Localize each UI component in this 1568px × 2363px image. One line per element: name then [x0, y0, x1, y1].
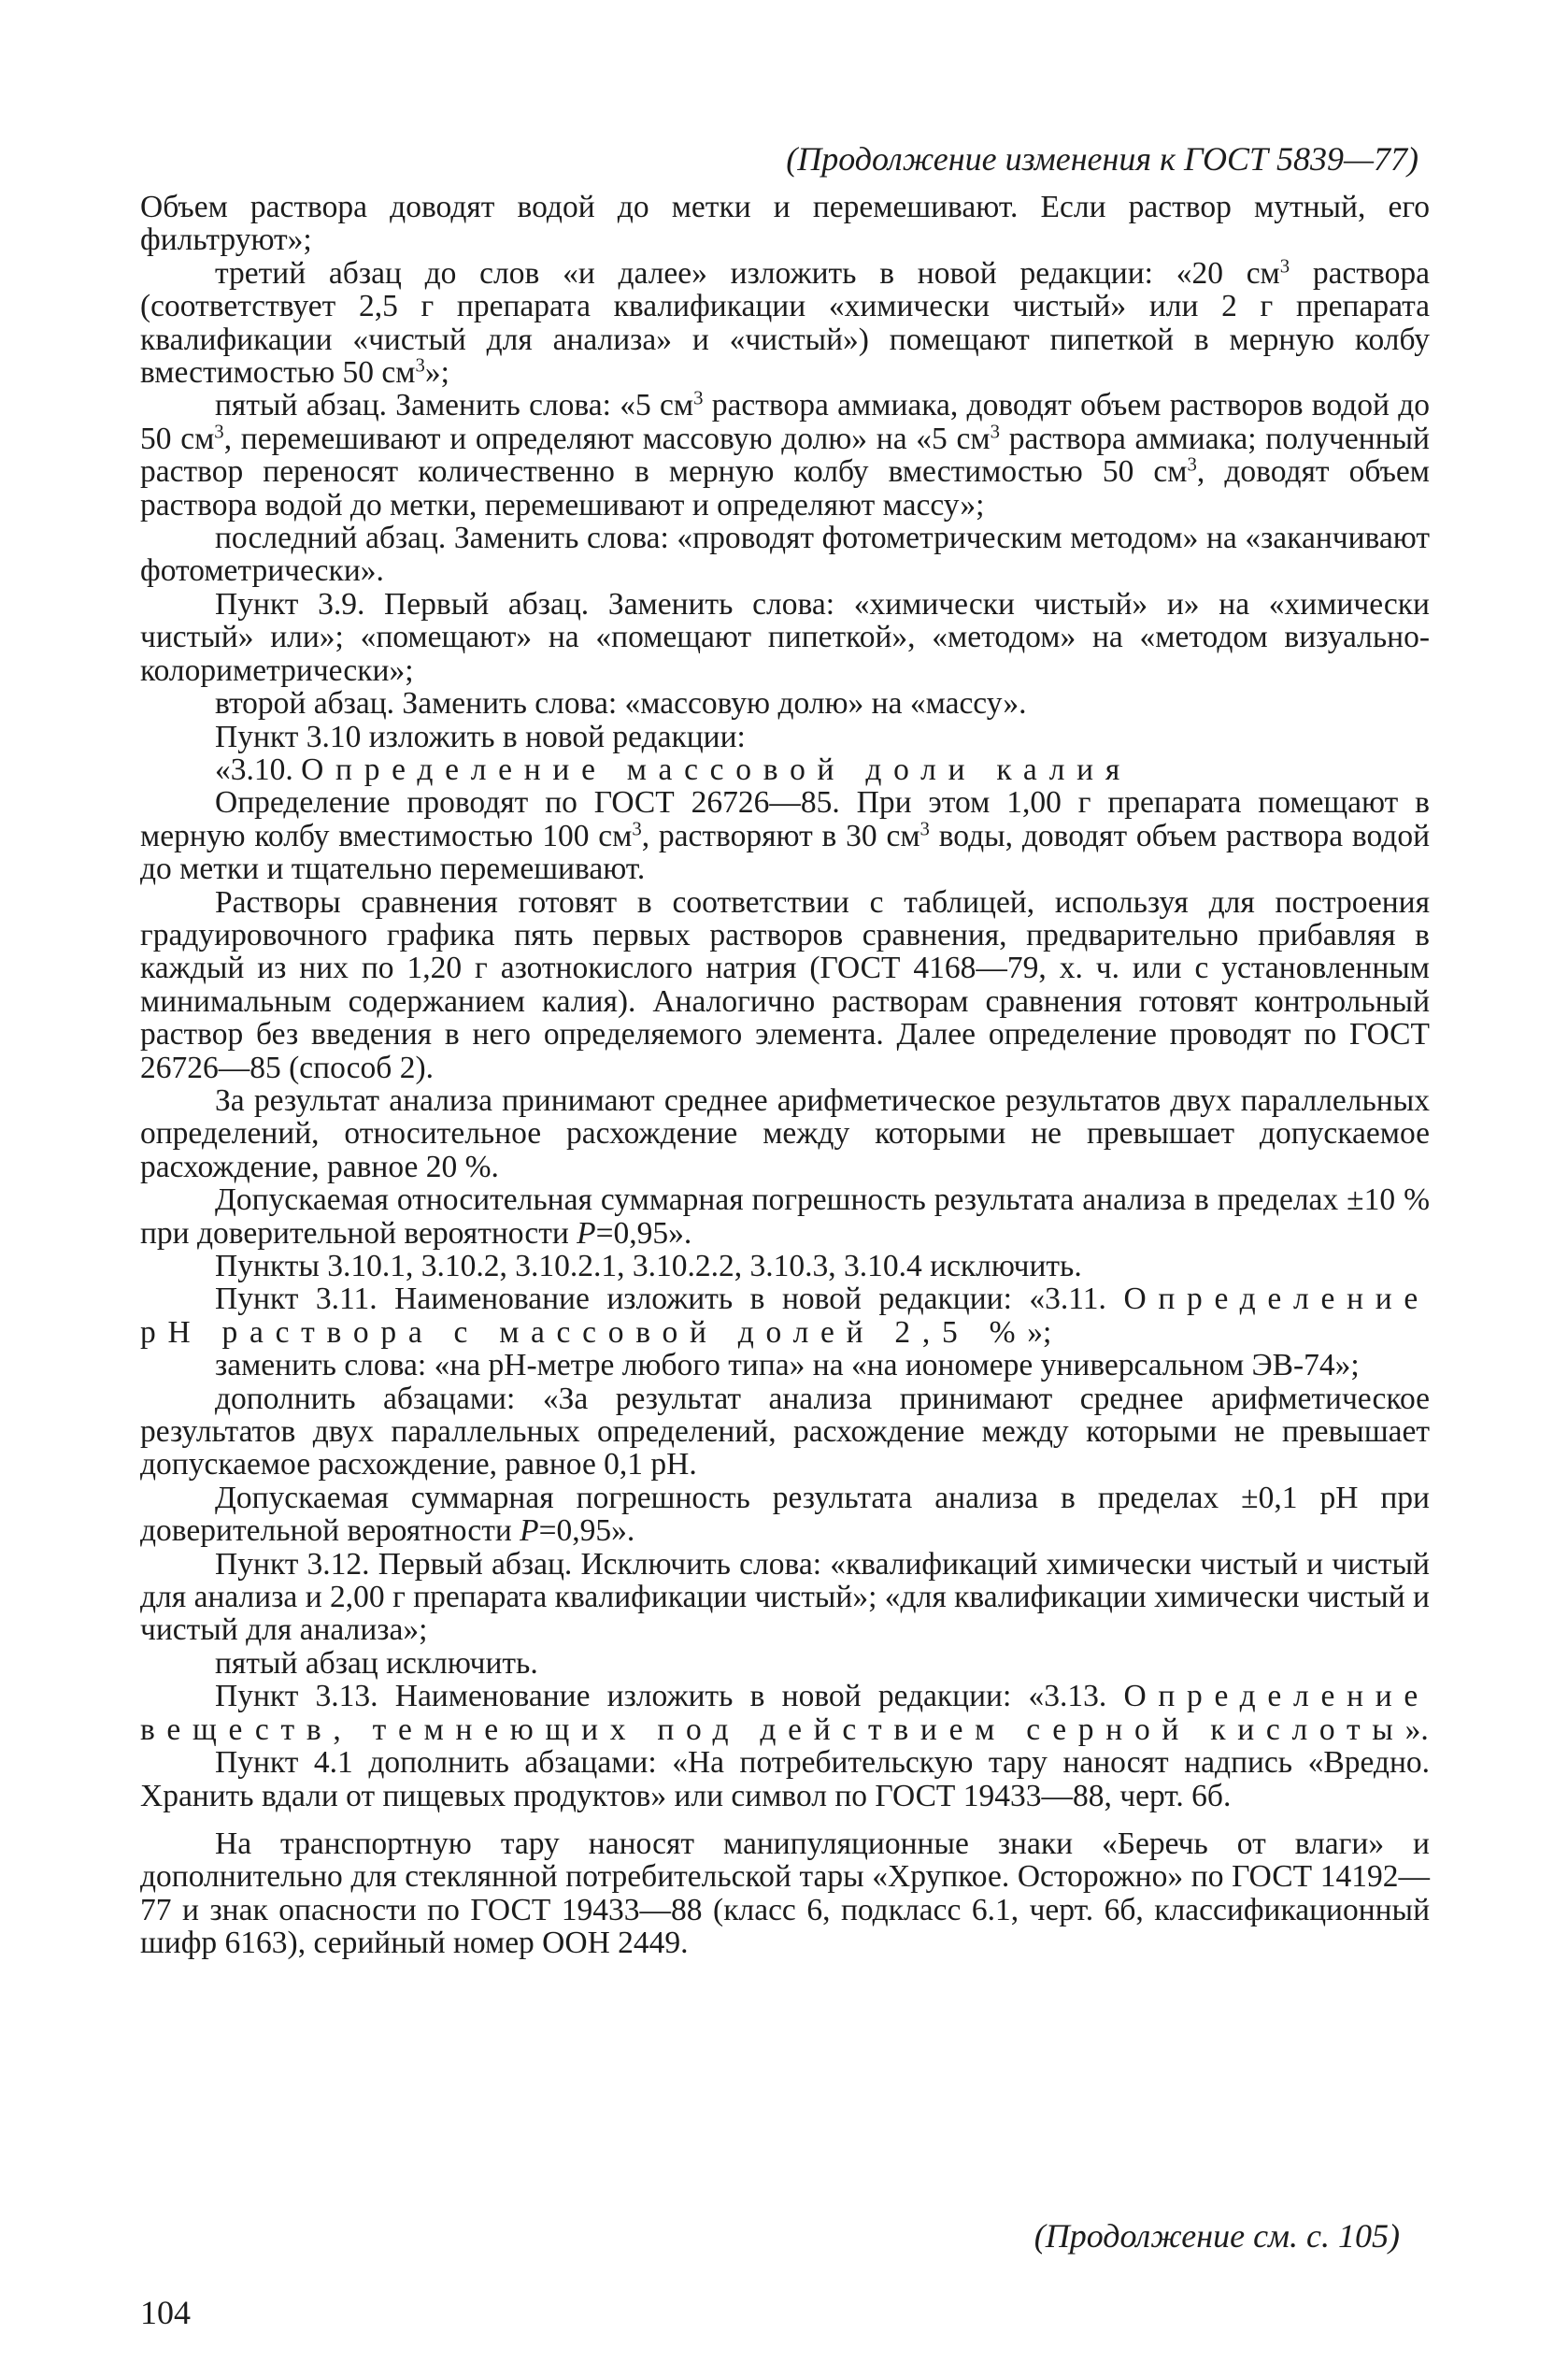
paragraph: Допускаемая суммарная погрешность результата анализа в пределах ±0,1 pH при доверительной вероятности P=0,95».	[140, 1480, 1430, 1549]
document-body	[140, 191, 1430, 1960]
paragraph: пятый абзац исключить.	[215, 1645, 538, 1681]
paragraph: Пункт 3.12. Первый абзац. Исключить слова: «квалификаций химически чистый и чистый для анализа и 2,00 г препарата квалификации чистый»; «для квалификации химически чистый и чистый для анализа»;	[140, 1546, 1430, 1648]
continuation-footer: (Продолжение см. с. 105)	[1033, 2217, 1400, 2255]
paragraph: Пункты 3.10.1, 3.10.2, 3.10.2.1, 3.10.2.2, 3.10.3, 3.10.4 исключить.	[215, 1249, 1082, 1283]
paragraph: Пункт 3.9. Первый абзац. Заменить слова: «химически чистый» и» на «химически чистый» или»; «помещают» на «помещают пипеткой», «методом» на «методом визуально-колориметрически»;	[140, 586, 1430, 688]
section-heading-3-10: «3.10. Определение массовой доли калия	[215, 752, 1132, 787]
paragraph: последний абзац. Заменить слова: «проводят фотометрическим методом» на «заканчивают фотометрически».	[140, 521, 1430, 589]
paragraph: Растворы сравнения готовят в соответствии с таблицей, используя для построения градуировочного графика пять первых растворов сравнения, предварительно прибавляя в каждый из них по 1,20 г азотнокислого натрия (ГОСТ 4168—79, х. ч. или с установленным минимальным содержанием калия). Аналогично растворам сравнения готовят контрольный раствор без введения в него определяемого элемента. Далее определение проводят по ГОСТ 26726—85 (способ 2).	[140, 884, 1430, 1085]
paragraph: Пункт 3.10 изложить в новой редакции:	[215, 719, 746, 754]
paragraph: Пункт 4.1 дополнить абзацами: «На потребительскую тару наносят надпись «Вредно. Хранить вдали от пищевых продуктов» или символ по ГОСТ 19433—88, черт. 6б.	[140, 1745, 1430, 1813]
page-number: 104	[140, 2294, 191, 2331]
paragraph: Определение проводят по ГОСТ 26726—85. При этом 1,00 г препарата помещают в мерную колбу вместимостью 100 $см^3$, растворяют в 30 $см^3$ воды, доводят объем раствора водой до метки и тщательно перемешивают.	[140, 785, 1430, 887]
paragraph: Объем раствора доводят водой до метки и перемешивают. Если раствор мутный, его фильтруют»;	[140, 190, 1430, 258]
paragraph: На транспортную тару наносят манипуляционные знаки «Беречь от влаги» и дополнительно для стеклянной потребительской тары «Хрупкое. Осторожно» по ГОСТ 14192—77 и знак опасности по ГОСТ 19433—88 (класс 6, подкласс 6.1, черт. 6б, классификационный шифр 6163), серийный номер ООН 2449.	[140, 1826, 1430, 1961]
paragraph: пятый абзац. Заменить слова: «5 $см^3$ раствора аммиака, доводят объем растворов водой до 50 $см^3$, перемешивают и определяют массовую долю» на «5 $см^3$ раствора аммиака; полученный раствор переносят количественно в мерную колбу вместимостью 50 $см^3$, доводят объем раствора водой до метки, перемешивают и определяют массу»;	[140, 388, 1430, 523]
paragraph: заменить слова: «на pH-метре любого типа» на «на иономере универсальном ЭВ-74»;	[215, 1348, 1360, 1383]
paragraph: Допускаемая относительная суммарная погрешность результата анализа в пределах ±10 % при доверительной вероятности P=0,95».	[140, 1182, 1430, 1251]
paragraph: второй абзац. Заменить слова: «массовую долю» на «массу».	[215, 686, 1027, 722]
paragraph: Пункт 3.11. Наименование изложить в новой редакции: «3.11. Определение pH раствора с массовой долей 2,5 %»;	[140, 1282, 1430, 1350]
paragraph: дополнить абзацами: «За результат анализа принимают среднее арифметическое результатов двух параллельных определений, расхождение между которыми не превышает допускаемое расхождение, равное 0,1 pH.	[140, 1381, 1430, 1482]
paragraph: За результат анализа принимают среднее арифметическое результатов двух параллельных определений, относительное расхождение между которыми не превышает допускаемое расхождение, равное 20 %.	[140, 1082, 1430, 1184]
paragraph: третий абзац до слов «и далее» изложить в новой редакции: «20 $см^3$ раствора (соответствует 2,5 г препарата квалификации «химически чистый» или 2 г препарата квалификации «чистый для анализа» и «чистый») помещают пипеткой в мерную колбу вместимостью 50 $см^3$»;	[140, 255, 1430, 391]
paragraph: Пункт 3.13. Наименование изложить в новой редакции: «3.13. Определение веществ, темнеющих под действием серной кислоты».	[140, 1679, 1430, 1747]
continuation-header: (Продолжение изменения к ГОСТ 5839—77)	[786, 140, 1418, 178]
